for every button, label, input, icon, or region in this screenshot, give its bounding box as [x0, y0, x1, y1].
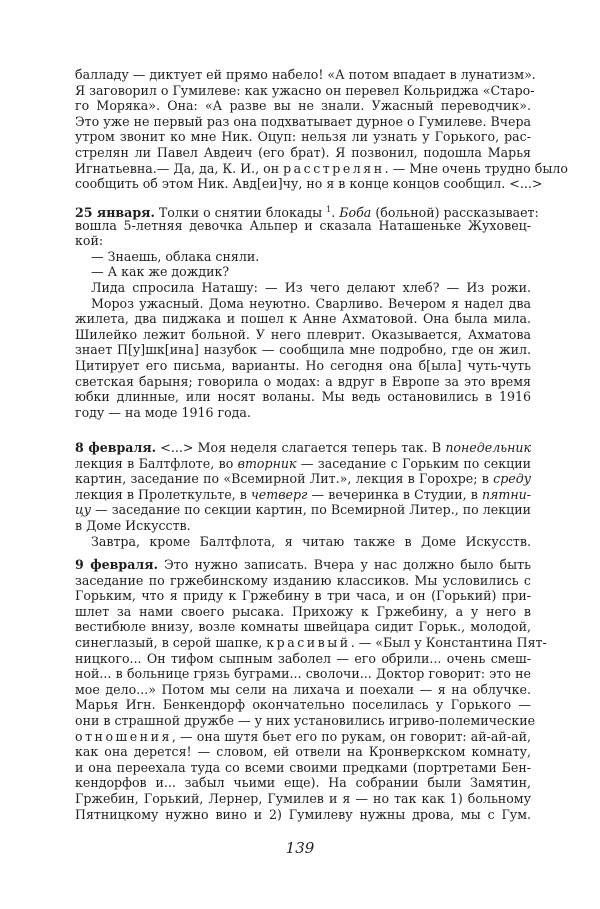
text-line [75, 327, 531, 343]
paragraph-entry-8-february [75, 440, 531, 549]
text-line [75, 249, 531, 265]
text-run: — заседание с Горьким по секции [296, 455, 531, 471]
paragraph-entry-9-february [75, 557, 547, 822]
text-line [75, 557, 531, 573]
text-line [75, 573, 531, 589]
text-run: лекция в Пролеткульте, в [75, 486, 251, 502]
entry-date: 25 января. [75, 205, 155, 220]
text-run: Мороз ужасный. Дома неуютно. Сварливо. Вечером я надел два [91, 295, 531, 311]
text-run: Я заговорил о Гумилеве: как ужасно он перевел Кольриджа «Старо- [75, 82, 535, 98]
text-run: — Знаешь, облака сняли. [91, 248, 260, 264]
text-run: стрелян ли Павел Авдеич (его брат). Я позвонил, подошла Марья [75, 144, 531, 160]
text-line [75, 264, 531, 280]
text-line [75, 389, 531, 405]
text-run: Игнатьевна.— Да, да, К. И., он [75, 160, 284, 176]
italic-text: вторник [237, 455, 297, 471]
text-line [75, 682, 531, 698]
text-line [75, 82, 535, 99]
text-run: мое дело...» Потом мы сели на лихача и поехали — я на облучке. [75, 681, 531, 697]
text-line [75, 534, 531, 550]
text-line [75, 342, 531, 358]
text-line [75, 374, 531, 390]
text-run: Это нужно записать. Вчера у нас должно было быть [157, 557, 531, 572]
text-line [75, 176, 543, 192]
text-run: утром звонит ко мне Ник. Оцуп: нельзя ли узнать у Горького, рас- [75, 129, 531, 145]
text-line [75, 697, 531, 713]
text-line [75, 604, 531, 620]
italic-text: цу [75, 502, 92, 518]
text-line [75, 145, 531, 161]
spaced-emphasis: расстрелян [283, 160, 385, 176]
entry-date: 8 февраля. [75, 440, 157, 455]
page-number: 139 [285, 839, 315, 857]
text-run: Гржебин, Горький, Лернер, Гумилев и я — но так как 1) больному [75, 790, 531, 806]
text-line [75, 651, 531, 667]
italic-text: Боба [339, 205, 372, 220]
paragraph-diary-continuation [75, 67, 568, 192]
text-line [75, 280, 531, 296]
text-run: Толки о снятии блокады [154, 205, 327, 220]
text-run: кендорфов и... забыл чьими еще). На собрании были Замятин, [75, 775, 531, 791]
text-run: Цитирует его письма, варианты. Но сегодня она б[ыла] чуть-чуть [75, 357, 531, 373]
text-run: . — Мне очень трудно было [384, 160, 568, 176]
entry-date: 9 февраля. [75, 557, 158, 572]
italic-text: понедельник [445, 440, 531, 455]
text-run: вестибюле внизу, возле комнаты швейцара сидит Горьк., молодой, [75, 619, 531, 635]
text-run: — А как же дождик? [91, 264, 230, 280]
text-line [75, 760, 531, 776]
text-run: кой: [75, 233, 104, 249]
text-line [75, 358, 531, 374]
text-run: светская барыня; говорила о модах: а вдруг в Европе за это время [75, 373, 531, 389]
text-run: картин, заседание по «Всемирной Лит.», лекция в Горохре; в [75, 471, 494, 487]
text-line [75, 712, 536, 729]
text-run: Пятницкому нужно вино и 2) Гумилеву нужны дрова, мы с Гум. [75, 806, 531, 822]
text-run: в Доме Искусств. [75, 517, 191, 533]
text-run: как она дерется! — словом, ей отвели на Кронверкском комнату, [75, 744, 531, 760]
italic-text: пятни- [481, 486, 531, 502]
text-line [75, 807, 531, 823]
text-line [75, 588, 531, 604]
text-run: знает П[у]шк[ина] назубок — сообщила мне подробно, где он жил. [75, 342, 531, 358]
text-run: Завтра, кроме Балтфлота, я читаю также в Доме Искусств. [91, 533, 531, 549]
text-line [75, 471, 531, 487]
text-line [75, 791, 531, 807]
text-run: сообщить об этом Ник. Авд[еи]чу, но я в конце концов сообщил. <...> [75, 176, 543, 192]
text-line [75, 296, 531, 312]
text-run: — заседание по секции картин, по Всемирной Литер., по лекции [91, 502, 531, 518]
text-run: ной... в больнице грязь буграми... сволочи... Доктор говорит: это не [75, 666, 531, 682]
text-run: заседание по гржебинскому изданию классиков. Мы условились с [75, 572, 531, 588]
text-line [75, 729, 531, 745]
text-line [75, 487, 531, 503]
text-run: Шилейко лежит больной. У него плеврит. Оказывается, Ахматова [75, 326, 531, 342]
text-line [75, 440, 531, 456]
text-run: жилета, два пиджака и пошел к Анне Ахматовой. Она была мила. [75, 311, 531, 327]
text-run: , — она шутя бьет его по рукам, он говорит: ай-ай-ай, [171, 728, 531, 744]
text-line [75, 666, 531, 682]
text-run: (больной) рассказывает: [371, 205, 539, 220]
text-line [75, 456, 531, 472]
text-run: шлет за нами своего рысака. Прихожу к Гржебину, а у него в [75, 603, 531, 619]
text-run: Это уже не первый раз она подхватывает дурное о Гумилеве. Вчера [75, 113, 532, 129]
text-run: Лида спросила Наташу: — Из чего делают хлеб? — Из рожи. [91, 279, 531, 295]
text-line [75, 405, 531, 421]
text-run: они в страшной дружбе — у них установились игриво-полемические [75, 712, 536, 728]
spaced-emphasis: красивый [266, 634, 351, 650]
text-line [75, 744, 531, 760]
footnote-ref: 1 [326, 205, 332, 214]
text-line [75, 160, 568, 177]
text-line [75, 634, 547, 651]
text-run: го Моряка». Она: «А разве вы не знали. Ужасный переводчик». [75, 98, 531, 114]
text-run: Марья Игн. Бенкендорф окончательно поселилась у Горького — [75, 697, 531, 713]
italic-text: четверг [250, 486, 308, 502]
text-line [75, 775, 531, 791]
spaced-emphasis: отношения [75, 728, 172, 744]
text-line [75, 114, 531, 130]
text-run: юбки длинные, или носят воланы. Мы ведь остановились в 1916 [75, 389, 531, 405]
italic-text: среду [493, 471, 531, 487]
text-run: балладу — диктует ей прямо набело! «А потом впадает в лунатизм». [75, 67, 536, 82]
paragraph-entry-25-january [75, 202, 539, 420]
text-run: ницкого... Он тифом сыпным заболел — его обрили... очень смеш- [75, 650, 531, 666]
text-line [75, 619, 531, 635]
text-line [75, 518, 531, 534]
text-line [75, 233, 531, 249]
text-run: . [331, 205, 340, 220]
text-run: Горьким, что я приду к Гржебину в три часа, и он (Горький) при- [75, 588, 531, 604]
text-run: и она переехала туда со всеми своими предками (портретами Бен- [75, 759, 531, 775]
text-line [75, 311, 531, 327]
text-run: вошла 5-летняя девочка Альпер и сказала Наташеньке Жуховец- [75, 217, 531, 233]
text-run: . — «Был у Константина Пят- [350, 634, 547, 650]
text-line [75, 502, 531, 518]
text-line [75, 98, 531, 114]
text-run: — вечеринка в Студии, в [307, 486, 482, 502]
text-run: <...> Моя неделя слагается теперь так. В [156, 440, 446, 455]
text-line [75, 202, 539, 220]
text-line [75, 67, 536, 83]
text-line [75, 129, 531, 145]
text-run: году — на моде 1916 года. [75, 404, 251, 420]
text-line [75, 218, 531, 234]
text-run: лекция в Балтфлоте, во [75, 455, 238, 471]
text-run: синеглазый, в серой шапке, [75, 634, 267, 650]
